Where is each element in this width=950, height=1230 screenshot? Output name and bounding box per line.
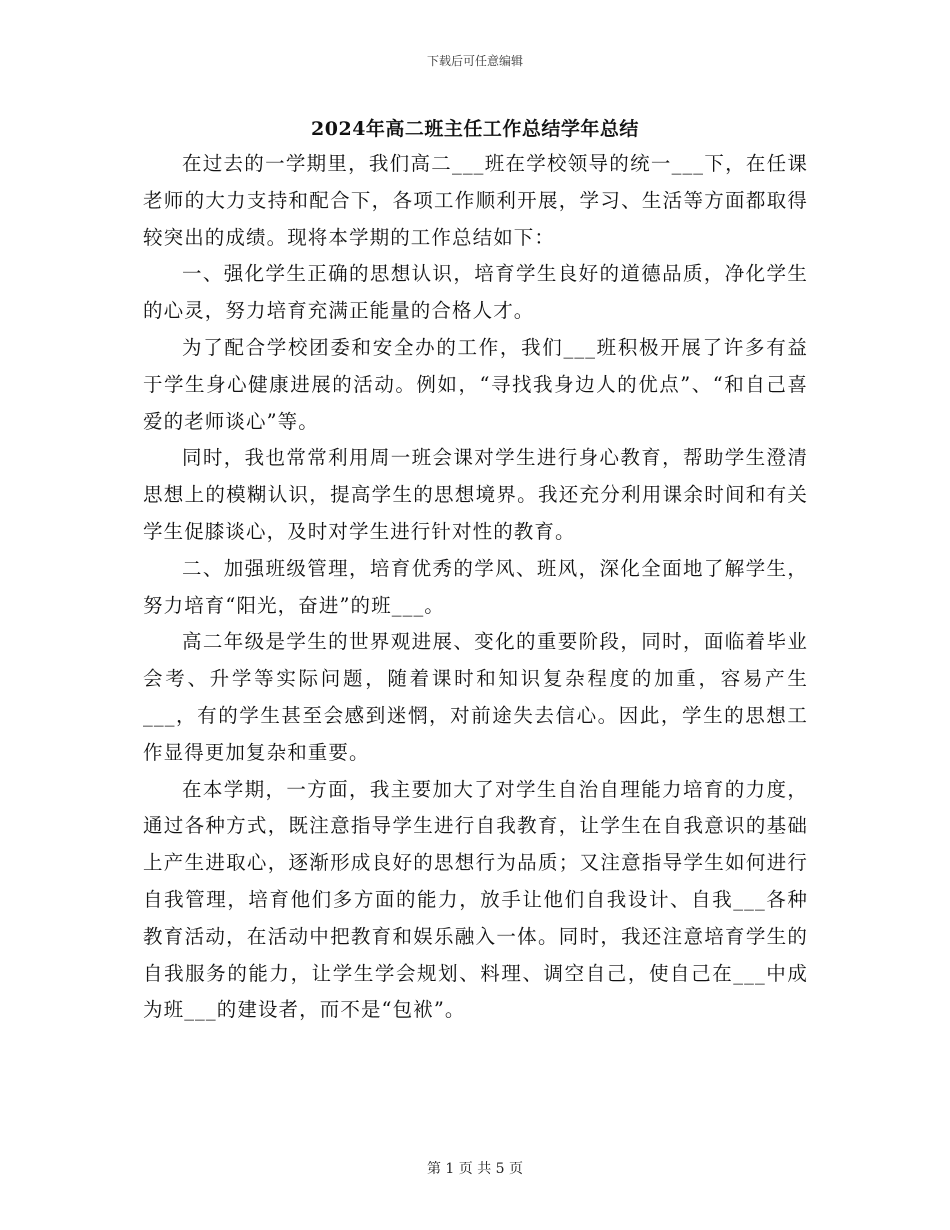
paragraph-grade-two: 高二年级是学生的世界观进展、变化的重要阶段，同时，面临着毕业会考、升学等实际问题，随着课时和知识复杂程度的加重，容易产生___，有的学生甚至会感到迷惘，对前途失去信心。因此，学生的思想工作显得更加复杂和重要。 (143, 630, 808, 764)
document-title: 2024年高二班主任工作总结学年总结 (311, 118, 639, 140)
paragraph-section-2-heading: 二、加强班级管理，培育优秀的学风、班风，深化全面地了解学生，努力培育“阳光，奋进”的班___。 (143, 556, 808, 617)
header-note: 下载后可任意编辑 (426, 54, 523, 68)
document-body (143, 146, 808, 1029)
paragraph-intro: 在过去的一学期里，我们高二___班在学校领导的统一___下，在任课老师的大力支持和配合下，各项工作顺利开展，学习、生活等方面都取得较突出的成绩。现将本学期的工作总结如下： (143, 152, 808, 249)
paragraph-section-1-heading: 一、强化学生正确的思想认识，培育学生良好的道德品质，净化学生的心灵，努力培育充满正能量的合格人才。 (143, 262, 808, 323)
paragraph-class-meeting: 同时，我也常常利用周一班会课对学生进行身心教育，帮助学生澄清思想上的模糊认识，提高学生的思想境界。我还充分利用课余时间和有关学生促膝谈心，及时对学生进行针对性的教育。 (143, 446, 808, 543)
paragraph-self-management: 在本学期，一方面，我主要加大了对学生自治自理能力培育的力度，通过各种方式，既注意指导学生进行自我教育，让学生在自我意识的基础上产生进取心，逐渐形成良好的思想行为品质；又注意指导学生如何进行自我管理，培育他们多方面的能力，放手让他们自我设计、自我___各种教育活动，在活动中把教育和娱乐融入一体。同时，我还注意培育学生的自我服务的能力，让学生学会规划、料理、调空自己，使自己在___中成为班___的建设者，而不是“包袱”。 (143, 777, 808, 1022)
page-number: 第 1 页 共 5 页 (426, 1161, 524, 1177)
paragraph-activities: 为了配合学校团委和安全办的工作，我们___班积极开展了许多有益于学生身心健康进展的活动。例如，“寻找我身边人的优点”、“和自己喜爱的老师谈心”等。 (143, 335, 808, 433)
